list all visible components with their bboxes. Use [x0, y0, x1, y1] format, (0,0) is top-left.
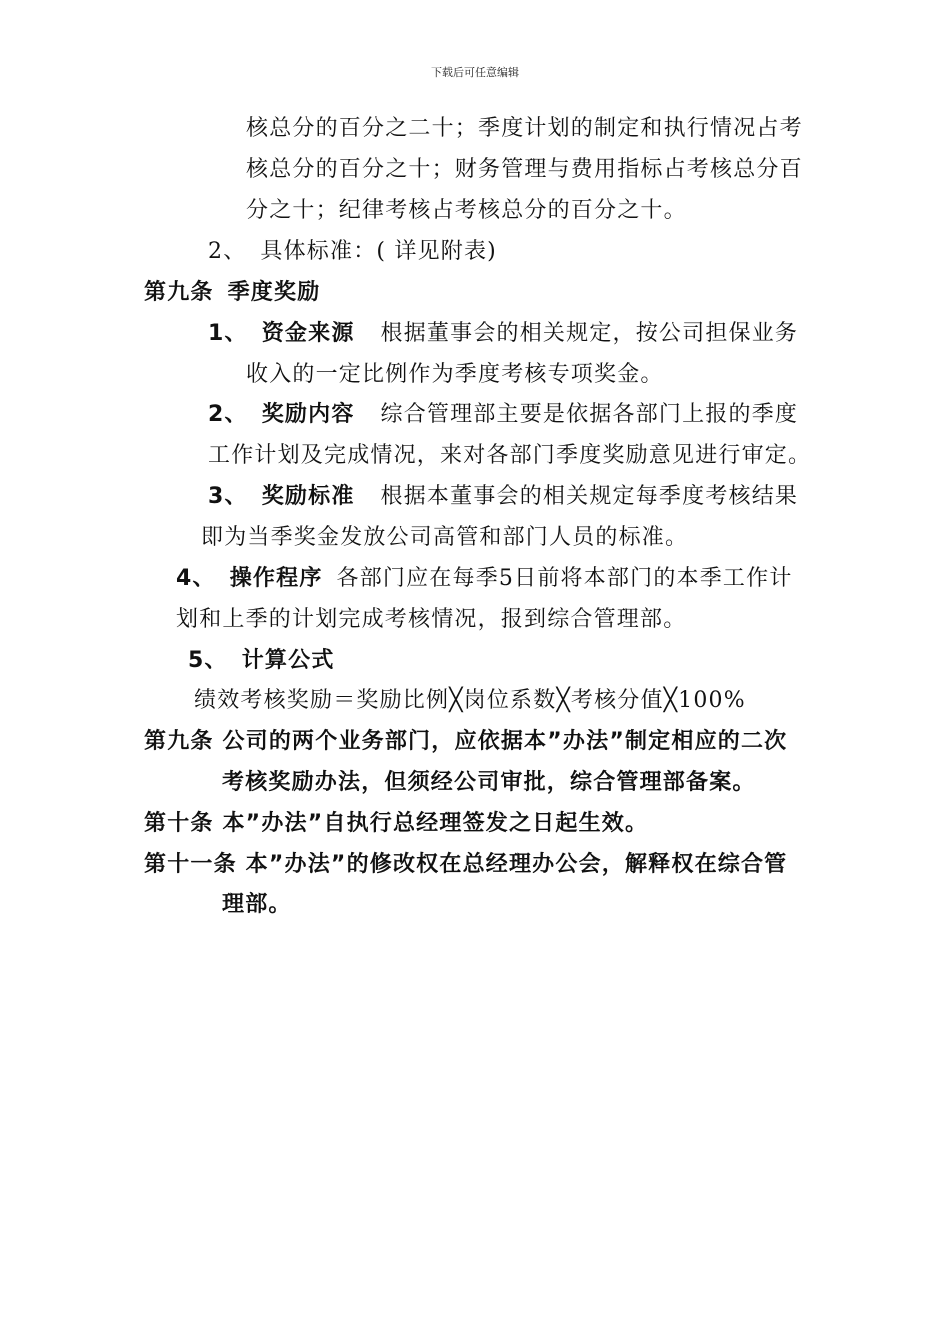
- formula: 绩效考核奖励＝奖励比例╳岗位系数╳考核分值╳100%: [194, 688, 746, 713]
- list-item: [208, 237, 497, 267]
- list-text: 根据本董事会的相关规定每季度考核结果: [380, 484, 799, 509]
- list-text: 具体标准：( 详见附表): [260, 239, 497, 264]
- list-number: 2、: [208, 239, 247, 264]
- list-number: 2、: [208, 402, 248, 427]
- text-line: 核总分的百分之十；财务管理与费用指标占考核总分百: [246, 157, 803, 182]
- text-line: 即为当季奖金发放公司高管和部门人员的标准。: [201, 525, 689, 550]
- list-heading: 计算公式: [241, 648, 335, 673]
- article-paragraph: 第九条 公司的两个业务部门，应依据本”办法”制定相应的二次: [144, 729, 788, 754]
- list-text: 各部门应在每季5日前将本部门的本季工作计: [336, 566, 793, 591]
- list-number: 5、: [188, 648, 228, 673]
- list-text: 综合管理部主要是依据各部门上报的季度: [380, 402, 799, 427]
- list-item: [176, 564, 793, 594]
- list-heading: 奖励内容: [261, 402, 355, 427]
- list-number: 4、: [176, 566, 216, 591]
- article-paragraph-cont: 理部。: [222, 892, 292, 917]
- article-paragraph: 第十一条 本”办法”的修改权在总经理办公会，解释权在综合管: [144, 852, 788, 877]
- list-item: [208, 319, 798, 349]
- list-heading: 资金来源: [261, 321, 355, 346]
- article-number: 第九条: [144, 280, 214, 305]
- text-line: 收入的一定比例作为季度考核专项奖金。: [246, 362, 664, 387]
- list-number: 3、: [208, 484, 248, 509]
- page-header: 下载后可任意编辑: [431, 66, 519, 79]
- list-number: 1、: [208, 321, 248, 346]
- article-paragraph-cont: 考核奖励办法，但须经公司审批，综合管理部备案。: [222, 770, 756, 795]
- article-heading: [144, 278, 320, 308]
- list-heading: 操作程序: [229, 566, 323, 591]
- list-item: [188, 646, 335, 676]
- list-text: 根据董事会的相关规定，按公司担保业务: [380, 321, 799, 346]
- text-line: 核总分的百分之二十；季度计划的制定和执行情况占考: [246, 116, 803, 141]
- article-title: 季度奖励: [227, 280, 321, 305]
- text-line: 分之十；纪律考核占考核总分的百分之十。: [246, 198, 687, 223]
- list-item: [208, 482, 798, 512]
- article-paragraph: 第十条 本”办法”自执行总经理签发之日起生效。: [144, 811, 649, 836]
- list-heading: 奖励标准: [261, 484, 355, 509]
- text-line: 划和上季的计划完成考核情况，报到综合管理部。: [176, 607, 687, 632]
- text-line: 工作计划及完成情况，来对各部门季度奖励意见进行审定。: [208, 443, 812, 468]
- list-item: [208, 400, 798, 430]
